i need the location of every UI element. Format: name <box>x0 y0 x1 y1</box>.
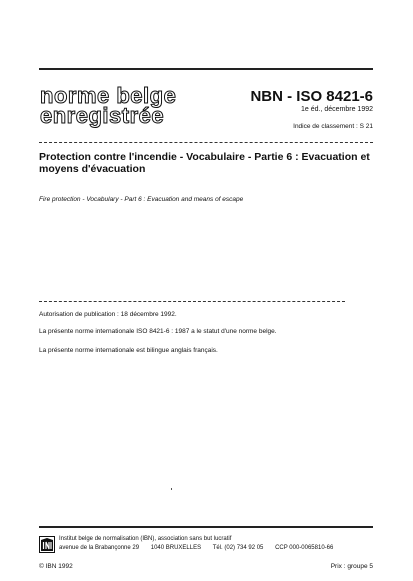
footer-contact <box>59 545 343 551</box>
status-notice: La présente norme internationale ISO 8421-6 : 1987 a le statut d'une norme belge. <box>39 328 277 335</box>
speck <box>171 488 172 490</box>
top-rule <box>39 68 373 70</box>
footer-city: 1040 BRUXELLES <box>150 545 202 551</box>
footer-account: CCP 000-0065810-66 <box>275 545 334 551</box>
footer-address: avenue de la Brabançonne 29 <box>59 545 140 551</box>
bilingual-notice: La présente norme internationale est bilingue anglais français. <box>39 347 218 354</box>
classification-index: Indice de classement : S 21 <box>293 123 373 130</box>
header-divider <box>39 142 373 143</box>
price-group: Prix : groupe 5 <box>330 563 373 570</box>
edition-date: 1e éd., décembre 1992 <box>301 106 373 113</box>
title-french: Protection contre l'incendie - Vocabulaire - Partie 6 : Evacuation et moyens d'évacuation <box>39 151 370 175</box>
authorization-notice: Autorisation de publication : 18 décembre 1992. <box>39 311 177 318</box>
notice-divider <box>39 301 345 302</box>
footer-phone: Tél. (02) 734 92 05 <box>212 545 264 551</box>
title-english: Fire protection - Vocabulary - Part 6 : Evacuation and means of escape <box>39 196 244 203</box>
brand-line-2: enregistrée <box>40 103 165 128</box>
copyright: © IBN 1992 <box>39 563 73 570</box>
brand-line-1: norme belge <box>40 83 177 108</box>
ibn-logo-icon <box>39 536 55 553</box>
standard-number: NBN - ISO 8421-6 <box>250 88 373 105</box>
footer-institute: Institut belge de normalisation (IBN), association sans but lucratif <box>59 536 232 542</box>
brand-title <box>40 83 177 128</box>
footer-rule <box>39 526 373 528</box>
